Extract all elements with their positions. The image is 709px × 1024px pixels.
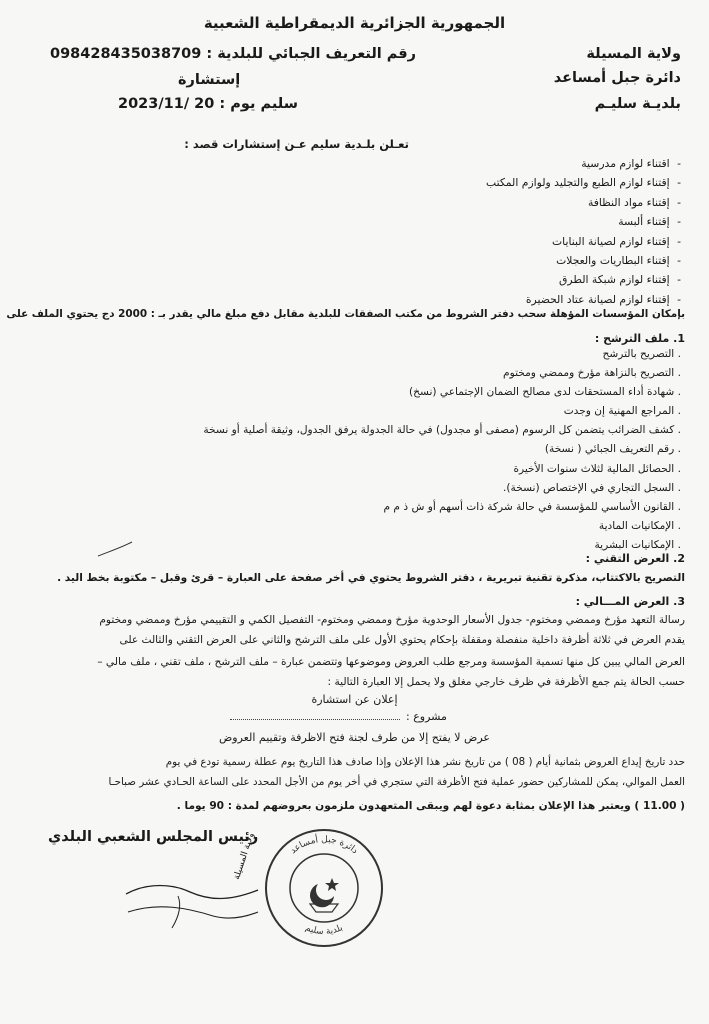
list-item: - اقتناء لوازم مدرسية xyxy=(261,154,681,173)
intro-text: تعـلن بلـدية سليم عـن إستشارات قصد : xyxy=(184,137,409,151)
list-item: - إقتناء لوازم الطبع والتجليد ولوازم المكتب xyxy=(261,173,681,192)
opening-notice: عرض لا يفتح إلا من طرف لجنة فتح الاظرفة وتقييم العروض xyxy=(219,731,490,744)
svg-text:بلدية سليم xyxy=(304,923,345,937)
daira-label: دائرة جبل أمساعد xyxy=(553,70,681,86)
section1-title: 1. ملف الترشح : xyxy=(594,332,685,345)
list-item: . الإمكانيات البشرية xyxy=(61,536,681,555)
pen-mark xyxy=(96,540,136,560)
list-item: . التصريح بالترشح xyxy=(61,345,681,364)
list-item: - إقتناء لوازم شبكة الطرق xyxy=(261,270,681,289)
closing-line: ( 11.00 ) ويعتبر هذا الإعلان بمثابة دعوة لهم ويبقى المتعهدون ملزمون بعروضهم لمدة : 90 يوما . xyxy=(176,800,685,812)
handwritten-signature xyxy=(118,872,268,942)
wilaya-label: ولاية المسيلة xyxy=(586,46,681,62)
section3-line: رسالة التعهد مؤرخ وممضي ومختوم- جدول الأسعار الوحدوية مؤرخ وممضي ومختوم- التفصيل الكمي و التقييمي مؤرخ وممضي ومختوم xyxy=(99,614,685,626)
list-item: . شهادة أداء المستحقات لدى مصالح الضمان الإجتماعي (نسخ) xyxy=(61,383,681,402)
signature-title: رئيس المجلس الشعبي البلدي xyxy=(48,829,259,845)
list-item: . رقم التعريف الجبائي ( نسخة) xyxy=(61,440,681,459)
baladiya-label: بلديـة سليـم xyxy=(594,96,681,112)
stamp-side-text: ولاية المسيلة xyxy=(232,831,257,882)
section3-line: يقدم العرض في ثلاثة أظرفة داخلية منفصلة ومقفلة بإحكام يحتوي الأول على ملف الترشح والثاني على العرض التقني والثالث على xyxy=(119,634,685,646)
doc-type-label: إستشارة xyxy=(178,72,241,88)
fee-sentence: بإمكان المؤسسات المؤهلة سحب دفتر الشروط من مكتب الصفقات للبلدية مقابل دفع مبلغ مالي يقدر بـ : 2000 دج يحتوي الملف على xyxy=(6,308,685,320)
list-item: . التصريح بالنزاهة مؤرخ وممضي ومختوم xyxy=(61,364,681,383)
fiscal-id-line xyxy=(50,46,416,62)
list-item: . الإمكانيات المادية xyxy=(61,517,681,536)
date-label: سليم يوم : xyxy=(219,96,298,112)
svg-text:دائرة جبل أمساعد xyxy=(289,833,360,856)
list-item: - إقتناء ألبسة xyxy=(261,212,681,231)
official-stamp xyxy=(262,826,386,950)
fiscal-id-number: 098428435038709 xyxy=(50,46,202,62)
envelope-title: إعلان عن استشارة xyxy=(311,693,398,706)
republic-title: الجمهورية الجزائرية الديمقراطية الشعبية xyxy=(203,14,506,32)
section2-line: التصريح بالاكتتاب، مذكرة تقنية تبريرية ، دفتر الشروط يحتوي في أخر صفحة على العبارة – قرئ وقبل – مكتوبة بخط اليد . xyxy=(57,572,685,584)
stamp-bottom-text: بلدية سليم xyxy=(303,923,345,938)
list-item: - إقتناء لوازم لصيانة عتاد الحضيرة xyxy=(261,290,681,309)
list-item: - إقتناء لوازم لصيانة البنايات xyxy=(261,232,681,251)
section1-list xyxy=(61,345,681,555)
stamp-top-text: دائرة جبل أمساعد xyxy=(288,834,360,857)
items-list xyxy=(261,154,681,309)
section2-title: 2. العرض التقني : xyxy=(585,552,685,565)
project-label: مشروع : xyxy=(406,710,447,723)
list-item: . المراجع المهنية إن وجدت xyxy=(61,402,681,421)
section3-title: 3. العرض المـــالي : xyxy=(575,595,685,608)
list-item: . كشف الضرائب يتضمن كل الرسوم (مصفى أو مجدول) في حالة الجدولة يرفق الجدول، وثيقة أصلية أو نسخة xyxy=(61,421,681,440)
date-line xyxy=(118,96,298,112)
list-item: - إقتناء مواد النظافة xyxy=(261,193,681,212)
section3-line: حسب الحالة يتم جمع الأظرفة في ظرف خارجي مغلق ولا يحمل إلا العبارة التالية : xyxy=(327,676,685,688)
emblem-icon xyxy=(310,878,339,912)
list-item: . الحصائل المالية لثلاث سنوات الأخيرة xyxy=(61,460,681,479)
section3-line: العرض المالي يبين كل منها تسمية المؤسسة ومرجع طلب العروض وموضوعها وتتضمن عبارة – ملف الترشح ، ملف تقني ، ملف مالي – xyxy=(97,656,685,668)
fiscal-id-label: رقم التعريف الجبائي للبلدية : xyxy=(206,46,417,62)
list-item: . السجل التجاري في الإختصاص (نسخة). xyxy=(61,479,681,498)
list-item: - إقتناء البطاريات والعجلات xyxy=(261,251,681,270)
closing-line: حدد تاريخ إيداع العروض بثمانية أيام ( 08 ) من تاريخ نشر هذا الإعلان وإذا صادف هذا التاريخ يوم عطلة رسمية تودع في يوم xyxy=(165,756,685,768)
closing-line: العمل الموالي، يمكن للمشاركين حضور عملية فتح الأظرفة التي ستجري في أخر يوم من الأجل المحدد على الساعة الحـادي عشر صباحـا xyxy=(108,776,685,788)
date-value: 2023/11/ 20 xyxy=(118,96,215,112)
project-line xyxy=(230,710,447,723)
list-item: . القانون الأساسي للمؤسسة في حالة شركة ذات أسهم أو ش ذ م م xyxy=(61,498,681,517)
